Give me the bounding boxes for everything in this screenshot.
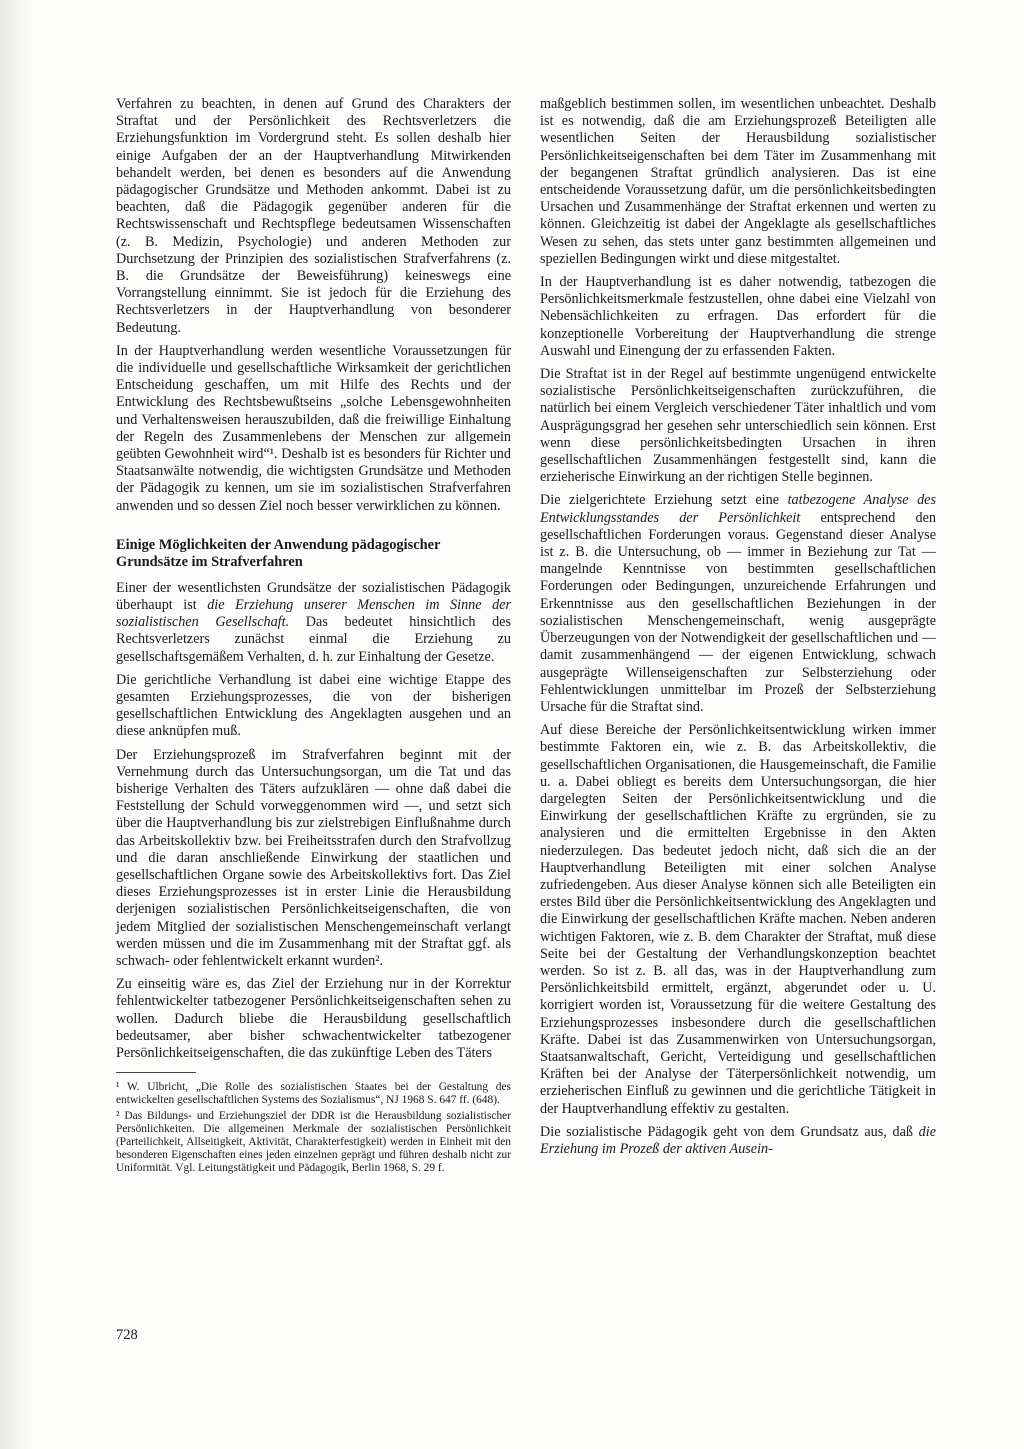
page-edge-shadow [0, 0, 34, 1449]
emphasis-text: die Erziehung im Prozeß der aktiven Ausein- [540, 1123, 936, 1157]
paragraph: In der Hauptverhandlung werden wesentliche Voraussetzungen für die individuelle und gesellschaftliche Wirksamkeit der gerichtlichen Entscheidung geschaffen, um mit Hilfe des Rechts und der Entwicklung des Rechtsbewußtseins „solche Lebensgewohnheiten und Verhaltensweisen herauszubilden, daß die freiwillige Einhaltung der Regeln des Zusammenlebens der Menschen zur allgemein geübten Gewohnheit wird“¹. Deshalb ist es besonders für Richter und Staatsanwälte notwendig, die wichtigsten Grundsätze und Methoden der Pädagogik zu kennen, um sie im sozialistischen Strafverfahren anwenden und so dessen Ziel noch besser verwirklichen zu können. [116, 342, 511, 514]
paragraph: Die Straftat ist in der Regel auf bestimmte ungenügend entwickelte sozialistische Persönlichkeitseigenschaften zurückzuführen, die natürlich bei einem Vergleich verschiedener Täter inhaltlich und vom Ausprägungsgrad her gesehen sehr unterschiedlich sein können. Erst wenn diese persönlichkeitsbedingten Ursachen in ihren gesellschaftlichen Zusammenhängen festgestellt sind, kann die erzieherische Einwirkung an der richtigen Stelle beginnen. [540, 366, 936, 486]
paragraph [540, 492, 936, 716]
text-run: Die zielgerichtete Erziehung setzt eine [540, 492, 788, 509]
paragraph: Verfahren zu beachten, in denen auf Grund des Charakters der Straftat und der Persönlichkeit des Rechtsverletzers die Erziehungsfunktion im Vordergrund steht. Es sollen deshalb hier einige Aufgaben der an der Hauptverhandlung Mitwirkenden behandelt werden, bei denen es besonders auf die Anwendung pädagogischer Grundsätze und Methoden ankommt. Dabei ist zu beachten, daß die Pädagogik gegenüber anderen für die Rechtswissenschaft und Rechtspflege bedeutsamen Wissenschaften (z. B. Medizin, Psychologie) und anderen Methoden zur Durchsetzung der Prinzipien des sozialistischen Strafverfahrens (z. B. die Grundsätze der Beweisführung) keineswegs eine Vorrangstellung einnimmt. Sie ist jedoch für die Erziehung des Rechtsverletzers in der Hauptverhandlung von besonderer Bedeutung. [116, 96, 511, 336]
footnote-2: ² Das Bildungs- und Erziehungsziel der DDR ist die Herausbildung sozialistischer Persönlichkeiten. Die allgemeinen Merkmale der sozialistischen Persönlichkeit (Parteilichkeit, Allseitigkeit, Aktivität, Charakterfestigkeit) werden in Einheit mit den besonderen Eigenschaften eines jeden einzelnen geprägt und führen deshalb nicht zur Uniformität. Vgl. Leitungstätigkeit und Pädagogik, Berlin 1968, S. 29 f. [116, 1110, 511, 1175]
footnote-1: ¹ W. Ulbricht, „Die Rolle des sozialistischen Staates bei der Gestaltung des entwickelten gesellschaftlichen Systems des Sozialismus“, NJ 1968 S. 647 ff. (648). [116, 1081, 511, 1107]
paragraph: Auf diese Bereiche der Persönlichkeitsentwicklung wirken immer bestimmte Faktoren ein, wie z. B. das Arbeitskollektiv, die gesellschaftlichen Organisationen, die Hausgemeinschaft, die Familie u. a. Dabei obliegt es bereits dem Untersuchungsorgan, die hier dargelegten Seiten der Persönlichkeitsentwicklung und die Einwirkung der gesellschaftlichen Kräfte zu ergründen, sie zu analysieren und die ermittelten Ergebnisse in den Akten niederzulegen. Das bedeutet jedoch nicht, daß sich die an der Hauptverhandlung Beteiligten mit einer solchen Analyse zufriedengeben. Aus dieser Analyse können sich alle Beteiligten ein erstes Bild über die Persönlichkeitsentwicklung des Angeklagten und die Einwirkung der gesellschaftlichen Kräfte machen. Neben anderen wichtigen Faktoren, wie z. B. dem Charakter der Straftat, muß diese Seite bei der Gestaltung der Verhandlungskonzeption beachtet werden. So ist z. B. all das, was in der Hauptverhandlung zum Persönlichkeitsbild ermittelt, ergänzt, abgerundet oder u. U. korrigiert worden ist, Voraussetzung für die weitere Gestaltung des Erziehungsprozesses insbesondere durch die gesellschaftlichen Kräfte. Dabei ist das Zusammenwirken von Untersuchungsorgan, Staatsanwaltschaft, Gericht, Verteidigung und gesellschaftlichen Kräften bei der Analyse der Täterpersönlichkeit notwendig, um erzieherischen Einfluß zu gewinnen und die gerichtliche Tätigkeit in der Hauptverhandlung effektiv zu gestalten. [540, 722, 936, 1117]
left-column [116, 96, 511, 1178]
paragraph: maßgeblich bestimmen sollen, im wesentlichen unbeachtet. Deshalb ist es notwendig, daß die am Erziehungsprozeß Beteiligten alle wesentlichen Seiten der Herausbildung sozialistischer Persönlichkeitseigenschaften bei dem Täter im Zusammenhang mit der begangenen Straftat gründlich analysieren. Das ist eine entscheidende Voraussetzung dafür, um die persönlichkeitsbedingten Ursachen und Zusammenhänge der Straftat erkennen und werten zu können. Gleichzeitig ist dabei der Angeklagte als gesellschaftliches Wesen zu sehen, das stets unter ganz bestimmten allgemeinen und speziellen Bedingungen wirkt und diese mitgestaltet. [540, 96, 936, 267]
right-column [540, 96, 936, 1164]
paragraph: Zu einseitig wäre es, das Ziel der Erziehung nur in der Korrektur fehlentwickelter tatbezogener Persönlichkeitseigenschaften sehen zu wollen. Dadurch bliebe die Herausbildung gesellschaftlich bedeutsamer, aber bisher schwachentwickelter tatbezogener Persönlichkeitseigenschaften, die das zukünftige Leben des Täters [116, 976, 511, 1061]
footnotes [116, 1081, 511, 1175]
paragraph: Der Erziehungsprozeß im Strafverfahren beginnt mit der Vernehmung durch das Untersuchungsorgan, um die Tat und das bisherige Verhalten des Täters aufzuklären — ohne daß dabei die Feststellung der Schuld vorweggenommen wird —, und setzt sich über die Hauptverhandlung bis zur zielstrebigen Einflußnahme durch das Arbeitskollektiv bzw. bei Freiheitsstrafen durch den Strafvollzug und die daran anschließende Einwirkung der staatlichen und gesellschaftlichen Organe sowie des Arbeitskollektivs fort. Das Ziel dieses Erziehungsprozesses ist in erster Linie die Herausbildung derjenigen sozialistischen Persönlichkeitseigenschaften, die von jedem Mitglied der sozialistischen Menschengemeinschaft verlangt werden müssen und die im Zusammenhang mit der Straftat ggf. als schwach- oder fehlentwickelt erkannt wurden². [116, 746, 511, 969]
paragraph: Die gerichtliche Verhandlung ist dabei eine wichtige Etappe des gesamten Erziehungsprozesses, die von der bisherigen gesellschaftlichen Entwicklung des Angeklagten ausgehen und an diese anknüpfen muß. [116, 671, 511, 740]
page-number: 728 [116, 1327, 138, 1343]
paragraph [540, 1124, 936, 1158]
text-run: Die sozialistische Pädagogik geht von dem Grundsatz aus, daß [540, 1123, 919, 1140]
text-run: Einer der wesentlichsten Grundsätze der sozialistischen Pädagogik überhaupt ist [116, 579, 511, 613]
paragraph: In der Hauptverhandlung ist es daher notwendig, tatbezogen die Persönlichkeitsmerkmale festzustellen, ohne dabei eine Vielzahl von Nebensächlichkeiten zu erfragen. Das erfordert für die konzeptionelle Vorbereitung der Hauptverhandlung die strenge Auswahl und Einengung der zu erfassenden Fakten. [540, 274, 936, 359]
paragraph [116, 580, 511, 666]
footnote-rule [116, 1072, 196, 1073]
emphasis-text: die Erziehung unserer Menschen im Sinne der sozialistischen Gesellschaft. [116, 596, 511, 631]
section-heading: Einige Möglichkeiten der Anwendung pädagogischer Grundsätze im Strafverfahren [116, 536, 441, 571]
text-run: Das bedeutet hinsichtlich des Rechtsverletzers zunächst einmal die Erziehung zu gesellschaftsgemäßem Verhalten, d. h. zur Einhaltung der Gesetze. [116, 614, 511, 665]
text-run: entsprechend den gesellschaftlichen Forderungen voraus. Gegenstand dieser Analyse ist z. B. die Untersuchung, ob — immer in Beziehung zur Tat — mangelnde Kenntnisse von bestimmten gesellschaftlichen Forderungen oder Bedingungen, unzureichende Erfahrungen und Erkenntnisse aus den gesellschaftlichen Beziehungen in der sozialistischen Menschengemeinschaft, wenig ausgeprägte Überzeugungen von der Notwendigkeit der gesellschaftlichen und — damit zusammenhängend — der eigenen Entwicklung, schwach ausgeprägte Willenseigenschaften zur Selbsterziehung oder Fehlentwicklungen unmittelbar im Prozeß der Selbsterziehung Ursache für die Straftat sind. [540, 509, 936, 715]
emphasis-text: tatbezogene Analyse des Entwicklungsstandes der Persönlichkeit [540, 492, 936, 526]
